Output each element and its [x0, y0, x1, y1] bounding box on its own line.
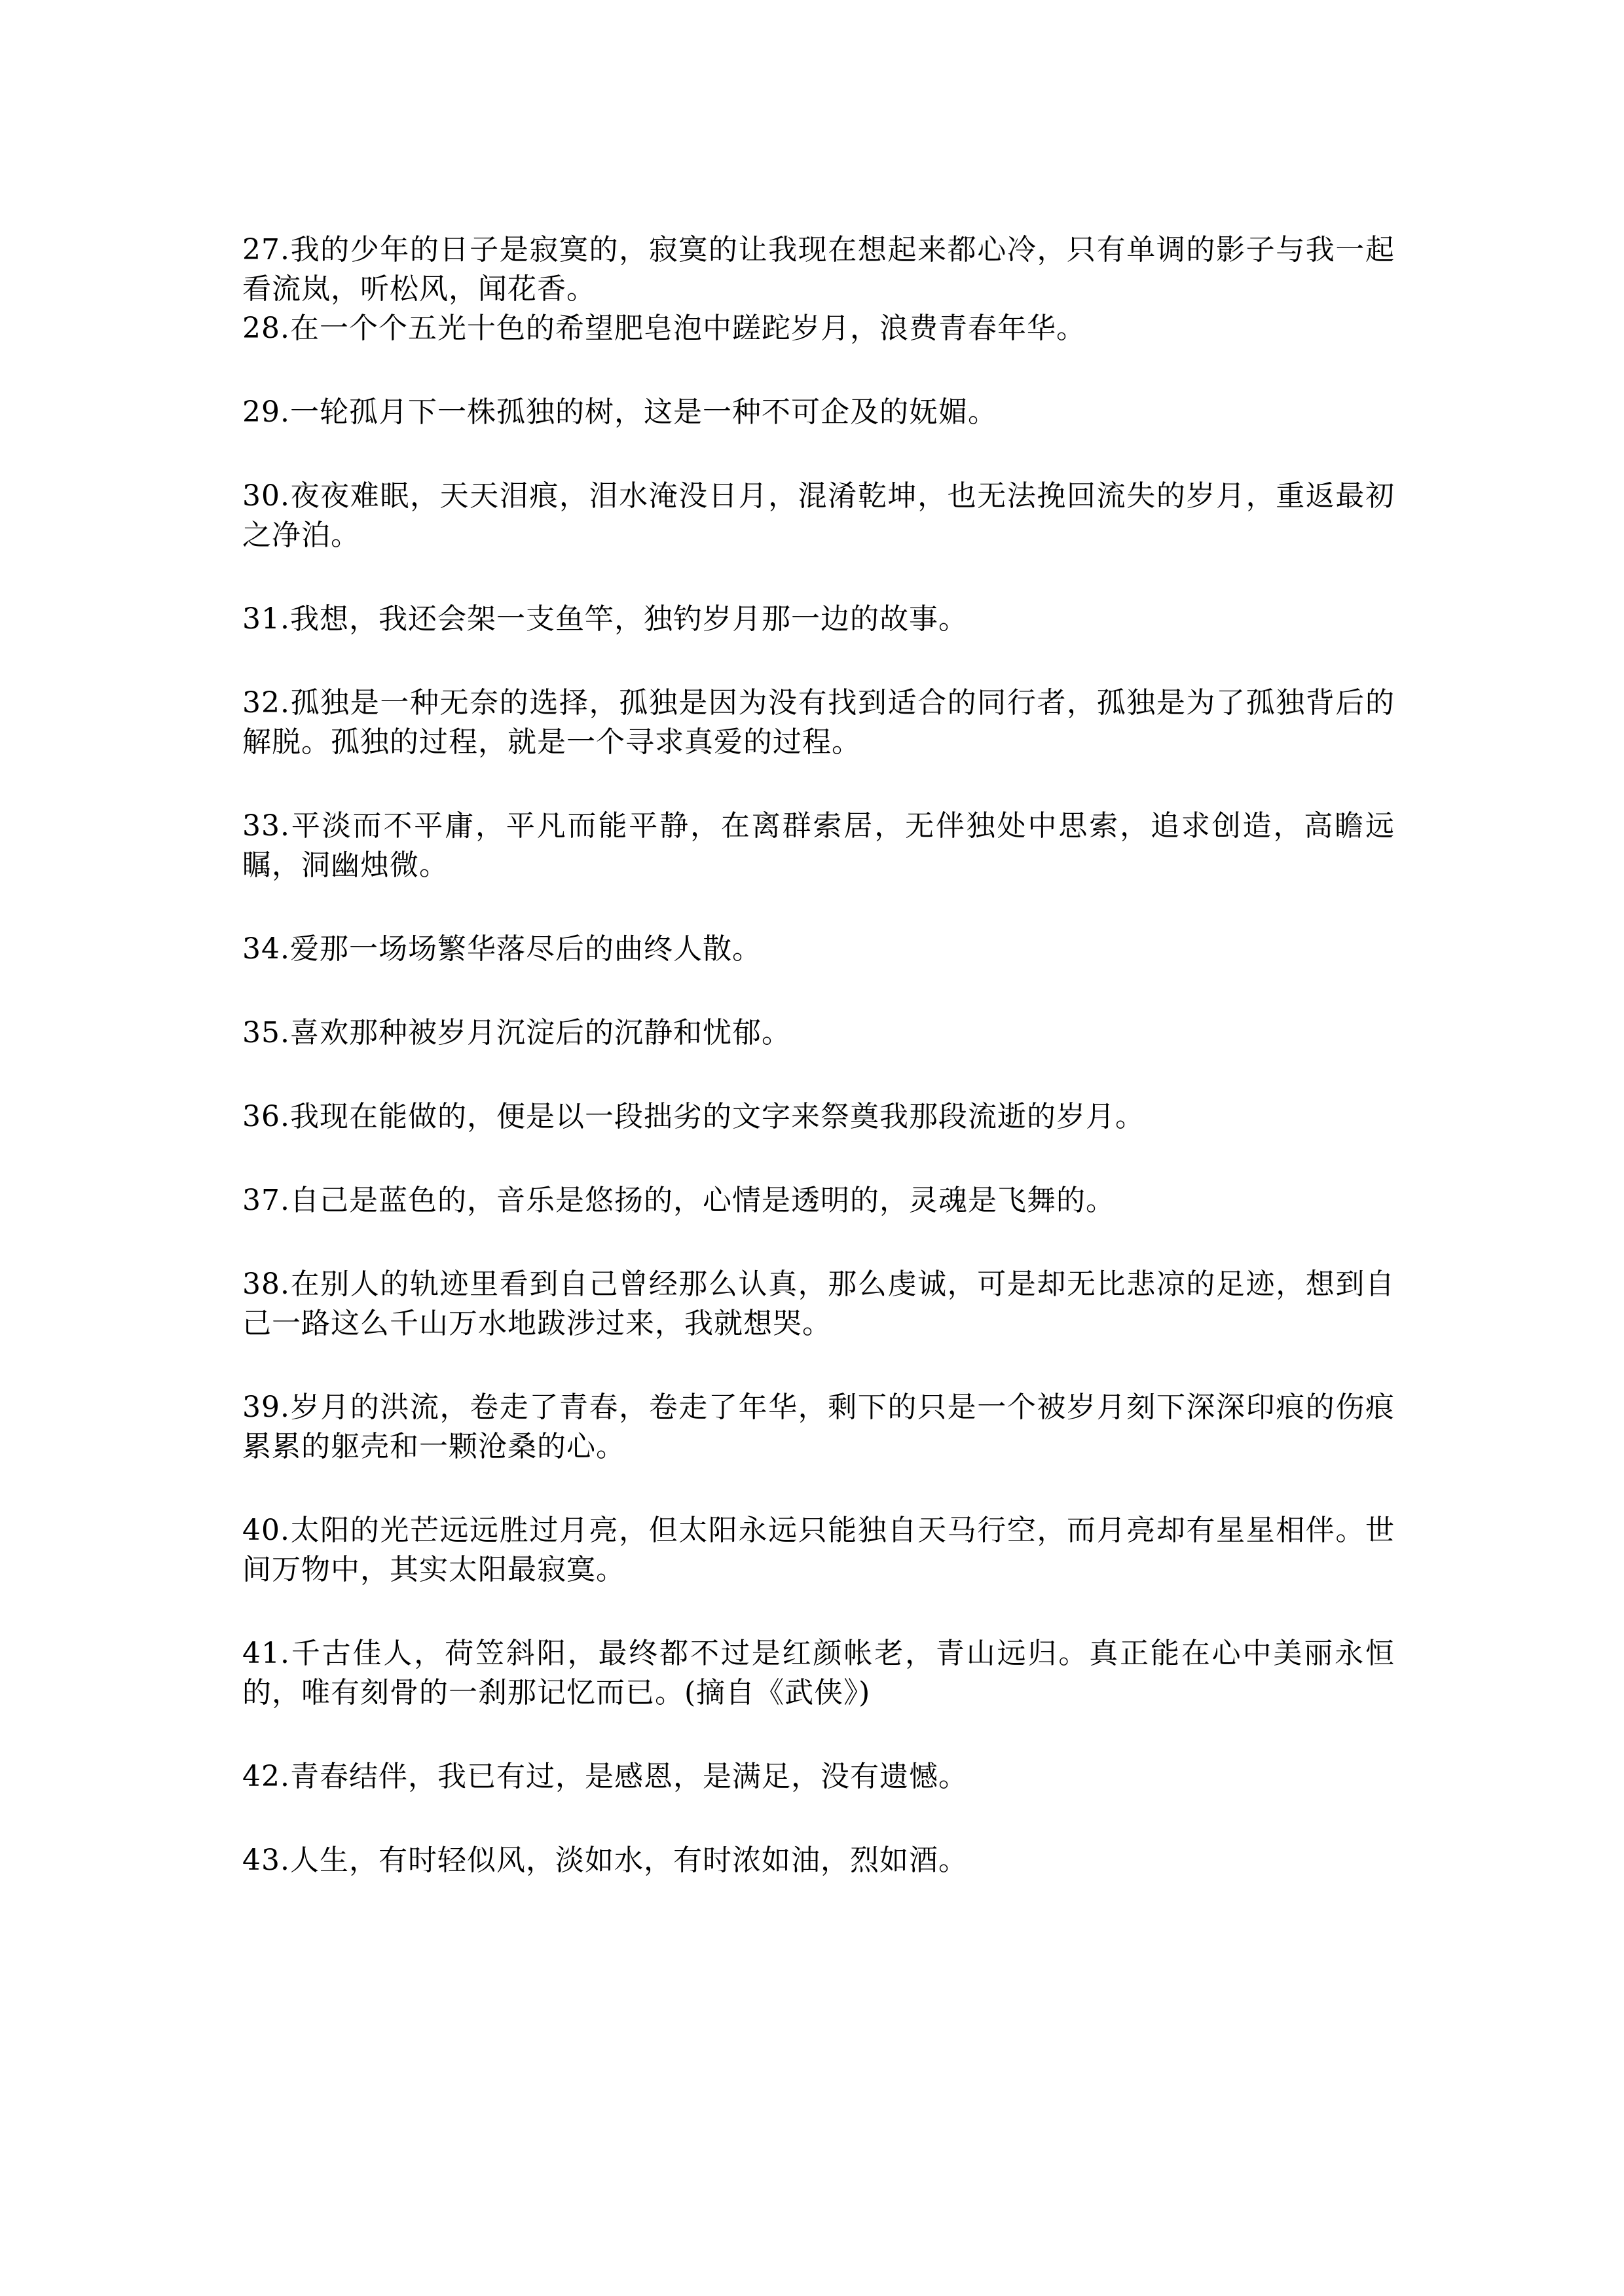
paragraph-35: 35.喜欢那种被岁月沉淀后的沉静和忧郁。: [242, 1016, 791, 1049]
paragraph-31: 31.我想，我还会架一支鱼竿，独钓岁月那一边的故事。: [242, 602, 968, 636]
paragraph-42: 42.青春结伴，我已有过，是感恩，是满足，没有遗憾。: [242, 1760, 968, 1793]
paragraph-32: 32.孤独是一种无奈的选择，孤独是因为没有找到适合的同行者，孤独是为了孤独背后的解脱。孤独的过程，就是一个寻求真爱的过程。: [242, 686, 1395, 759]
paragraph-37: 37.自己是蓝色的，音乐是悠扬的，心情是透明的，灵魂是飞舞的。: [242, 1184, 1115, 1217]
document-page: [242, 230, 1395, 1925]
paragraph-33: 33.平淡而不平庸，平凡而能平静，在离群索居，无伴独处中思索，追求创造，高瞻远瞩，洞幽烛微。: [242, 809, 1395, 882]
paragraph-36: 36.我现在能做的，便是以一段拙劣的文字来祭奠我那段流逝的岁月。: [242, 1100, 1145, 1133]
paragraph-41: 41.千古佳人，荷笠斜阳，最终都不过是红颜帐老，青山远归。真正能在心中美丽永恒的，唯有刻骨的一刹那记忆而已。(摘自《武侠》): [242, 1637, 1395, 1709]
paragraph-30: 30.夜夜难眠，天天泪痕，泪水淹没日月，混淆乾坤，也无法挽回流失的岁月，重返最初之净泊。: [242, 479, 1395, 552]
paragraph-28: 28.在一个个五光十色的希望肥皂泡中蹉跎岁月，浪费青春年华。: [242, 312, 1086, 345]
paragraph-27: 27.我的少年的日子是寂寞的，寂寞的让我现在想起来都心冷，只有单调的影子与我一起看流岚，听松风，闻花香。: [242, 233, 1395, 306]
paragraph-40: 40.太阳的光芒远远胜过月亮，但太阳永远只能独自天马行空，而月亮却有星星相伴。世间万物中，其实太阳最寂寞。: [242, 1514, 1395, 1586]
paragraph-29: 29.一轮孤月下一株孤独的树，这是一种不可企及的妩媚。: [242, 395, 997, 429]
paragraph-43: 43.人生，有时轻似风，淡如水，有时浓如油，烈如酒。: [242, 1844, 968, 1877]
paragraph-34: 34.爱那一场场繁华落尽后的曲终人散。: [242, 932, 762, 966]
paragraph-38: 38.在别人的轨迹里看到自己曾经那么认真，那么虔诚，可是却无比悲凉的足迹，想到自己一路这么千山万水地跋涉过来，我就想哭。: [242, 1267, 1395, 1340]
paragraph-39: 39.岁月的洪流，卷走了青春，卷走了年华，剩下的只是一个被岁月刻下深深印痕的伤痕累累的躯壳和一颗沧桑的心。: [242, 1391, 1395, 1463]
